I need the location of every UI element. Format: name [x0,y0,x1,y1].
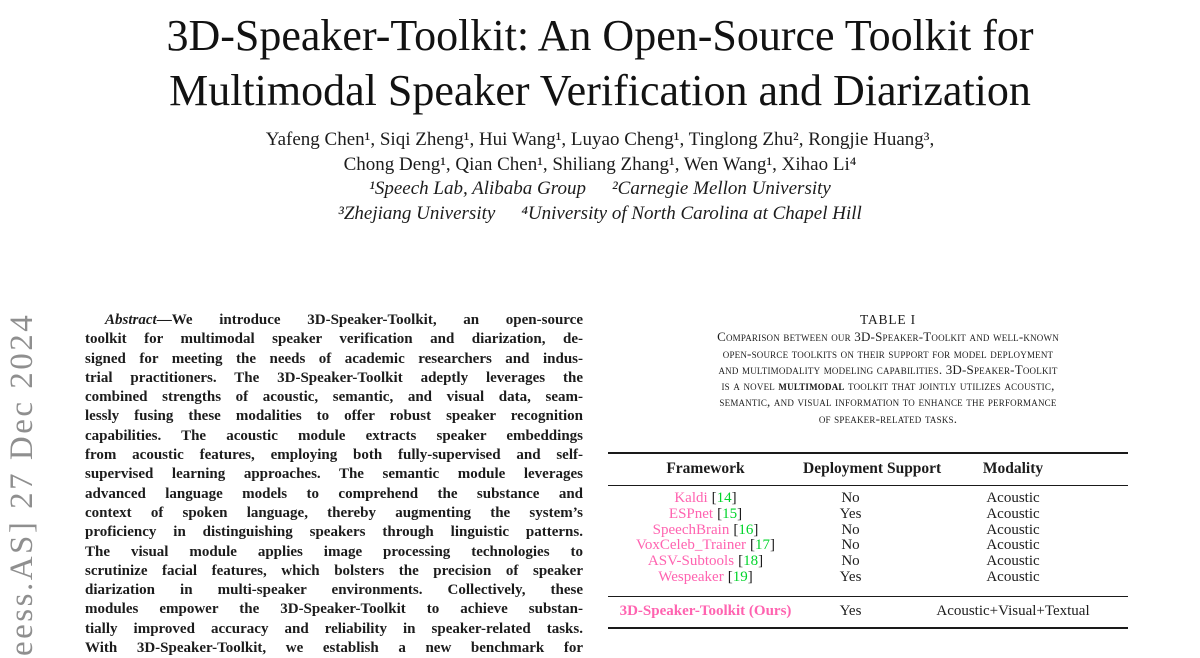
abstract-line: from acoustic features, employing both fully-supervised and self- [85,447,583,464]
abstract-clipped-line: With 3D-Speaker-Toolkit, we establish a new benchmark for [85,640,583,657]
abstract-line: combined strengths of acoustic, semantic, and visual data, seam- [85,389,583,406]
modality-cell: Acoustic [986,553,1040,570]
modality-cell: Acoustic [986,506,1040,523]
abstract-line: capabilities. The acoustic module extracts speaker embeddings [85,427,583,444]
caption-bold-word: multimodal [778,378,845,394]
citation-bracket: [ [711,490,717,507]
abstract-line: supervised learning approaches. The semantic module leverages [85,466,583,483]
framework-cell [608,554,803,570]
header-framework: Framework [666,460,745,478]
table-label: TABLE I [860,312,916,327]
caption-line [626,378,1150,394]
framework-link[interactable]: SpeechBrain [652,521,730,538]
ours-framework-name: 3D-Speaker-Toolkit (Ours) [619,602,792,619]
table-row [608,554,1128,570]
caption-line: and multimodality modeling capabilities. 3D-Speaker-Toolkit [718,361,1058,377]
caption-text: is a novel [721,378,779,394]
framework-link[interactable]: ASV-Subtools [647,553,735,570]
abstract-line: signed for meeting the needs of academic researchers and indus- [85,350,583,367]
title-line-1: 3D-Speaker-Toolkit: An Open-Source Toolkit for [166,11,1034,60]
citation-bracket: ] [737,506,743,523]
deploy-cell: No [841,521,860,538]
affiliations-line-1 [0,177,1200,202]
deploy-cell: No [841,490,860,507]
citation-bracket: [ [733,521,739,538]
modality-cell: Acoustic [986,490,1040,507]
comparison-table [608,452,1128,629]
caption-text: toolkit that jointly utilizes acoustic, [844,378,1055,394]
modality-cell: Acoustic [986,521,1040,538]
framework-cell [608,507,803,523]
citation-bracket: [ [738,553,744,570]
table-body [608,486,1128,595]
abstract-line: scrutinize facial features, which bolsters the precision of speaker [85,562,583,579]
citation-bracket: [ [750,537,755,554]
citation-bracket: [ [727,568,733,585]
citation-bracket: ] [747,568,753,585]
affiliation-zhejiang: ³Zhejiang University [338,202,496,224]
table-row [608,570,1128,586]
deploy-cell: Yes [839,568,862,585]
framework-link[interactable]: ESPnet [668,506,714,523]
citation-link[interactable]: 15 [722,506,738,523]
citation-link[interactable]: 19 [732,568,748,585]
modality-cell: Acoustic+Visual+Textual [936,602,1090,619]
header-modality: Modality [982,460,1044,478]
paper-title [0,8,1200,118]
citation-link[interactable]: 17 [755,537,770,554]
abstract-line: trial practitioners. The 3D-Speaker-Toolkit adeptly leverages the [85,369,583,386]
modality-cell: Acoustic [986,568,1040,585]
citation-link[interactable]: 18 [743,553,759,570]
deploy-cell: No [841,537,860,554]
authors-line-2: Chong Deng¹, Qian Chen¹, Shiliang Zhang¹, Wen Wang¹, Xihao Li⁴ [343,153,857,175]
citation-bracket: ] [758,553,764,570]
table-header-row [608,454,1128,485]
deploy-cell: Yes [839,602,862,619]
framework-cell [608,491,803,507]
abstract-label: Abstract [105,312,157,328]
citation-bracket: ] [731,490,737,507]
framework-cell [608,603,803,620]
citation-bracket: [ [717,506,723,523]
header-deployment-support: Deployment Support [803,460,942,478]
table-row [608,523,1128,539]
modality-cell: Acoustic [986,537,1040,554]
affiliations-line-2 [0,202,1200,227]
citation-link[interactable]: 14 [716,490,732,507]
framework-link[interactable]: VoxCeleb_Trainer [636,537,746,554]
title-line-2: Multimodal Speaker Verification and Diarization [169,66,1031,115]
authors-block [0,128,1200,226]
abstract-line [85,311,583,330]
deploy-cell: Yes [839,506,862,523]
abstract-line: context of spoken language, thereby augmenting the system’s [85,504,583,521]
abstract-line: tially improved accuracy and reliability in speaker-related tasks. [85,620,583,637]
caption-line: of speaker-related tasks. [818,410,958,426]
framework-cell [608,570,803,586]
abstract-line: advanced language models to comprehend the substance and [85,485,583,502]
authors-line-1: Yafeng Chen¹, Siqi Zheng¹, Hui Wang¹, Luyao Cheng¹, Tinglong Zhu², Rongjie Huang³, [265,129,935,150]
abstract-line: toolkit for multimodal speaker verification and diarization, de- [85,331,583,348]
affiliation-unc: ⁴University of North Carolina at Chapel Hill [521,202,862,224]
caption-line: open-source toolkits on their support for model deployment [722,345,1054,361]
framework-link[interactable]: Wespeaker [658,568,724,585]
abstract-line: modules empower the 3D-Speaker-Toolkit to achieve substan- [85,601,583,618]
abstract-block [85,311,583,658]
caption-line: Comparison between our 3D-Speaker-Toolkit and well-known [717,329,1059,345]
citation-bracket: ] [753,521,759,538]
abstract-line: lessly fusing these modalities to offer robust speaker recognition [85,408,583,425]
abstract-line: diarization in multi-speaker environments. Collectively, these [85,582,583,599]
caption-line: semantic, and visual information to enhance the performance [719,394,1057,410]
table-caption-block [626,312,1150,427]
citation-bracket: ] [770,537,775,554]
abstract-first-line-text: —We introduce 3D-Speaker-Toolkit, an open-source [156,312,583,328]
highlight-row [608,597,1128,627]
abstract-line: proficiency in distinguishing speakers through linguistic patterns. [85,524,583,541]
table-bottom-rule [608,627,1128,629]
table-row [608,491,1128,507]
affiliation-speech-lab: ¹Speech Lab, Alibaba Group [369,178,586,199]
deploy-cell: No [841,553,860,570]
table-row [608,538,1128,554]
framework-cell [608,523,803,539]
arxiv-watermark: eess.AS] 27 Dec 2024 [4,312,40,656]
citation-link[interactable]: 16 [738,521,754,538]
table-row [608,507,1128,523]
framework-cell [608,538,803,554]
framework-link[interactable]: Kaldi [674,490,708,507]
abstract-line: The visual module applies image processing technologies to [85,543,583,560]
affiliation-cmu: ²Carnegie Mellon University [611,178,831,199]
